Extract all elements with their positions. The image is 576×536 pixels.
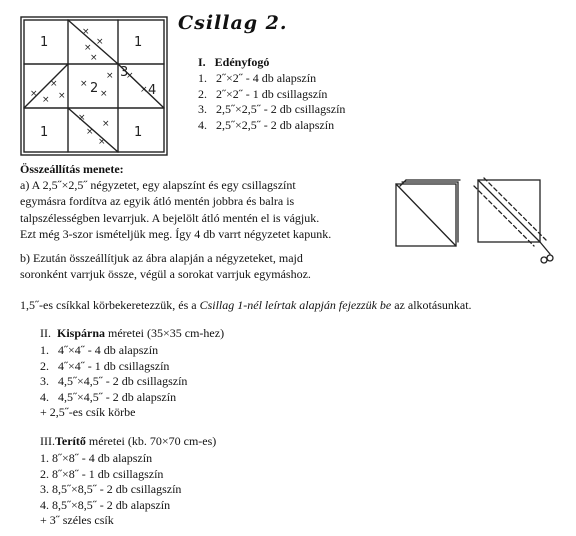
diagram-label-middle-center: 2 (90, 81, 99, 96)
svg-text:×: × (78, 113, 86, 123)
section3-heading-num: III. (40, 434, 55, 448)
item-text: 8˝×8˝ - 4 db alapszín (52, 451, 153, 465)
item-text: 4˝×4˝ - 4 db alapszín (58, 343, 159, 357)
svg-text:×: × (50, 79, 58, 89)
list-item (40, 482, 181, 498)
section1-heading-text: Edényfogó (214, 55, 270, 69)
section2-heading (40, 326, 224, 341)
svg-text:×: × (140, 85, 148, 95)
list-item (40, 343, 187, 359)
section1-heading-num: I. (198, 55, 206, 69)
item-text: 4˝×4˝ - 1 db csillagszín (58, 358, 170, 373)
diagram-label-bottom-left: 1 (40, 125, 49, 140)
svg-text:×: × (82, 27, 90, 37)
item-num: 2. (40, 358, 49, 373)
assembly-paragraph-a (20, 177, 331, 242)
border-instruction (20, 298, 472, 313)
svg-text:×: × (90, 53, 98, 63)
diagram-label-top-left: 1 (40, 35, 49, 50)
paragraph-line: Ezt még 3-szor ismételjük meg. Így 4 db varrt négyzetet kapunk. (20, 226, 332, 241)
section2-list (40, 343, 187, 421)
section1-heading (198, 55, 269, 70)
item-num: 3. (40, 482, 49, 496)
item-text: 2˝×2˝ - 4 db alapszín (216, 71, 317, 85)
page-title: Csillag 2. (178, 12, 288, 34)
diagram-label-middle-right-3: 3 (120, 65, 129, 80)
list-item-extra: + 2,5˝-es csík körbe (40, 405, 136, 419)
border-text-italic: Csillag 1-nél leírtak alapján fejezzük be (199, 298, 392, 312)
item-text: 2,5˝×2,5˝ - 2 db csillagszín (216, 102, 346, 116)
item-num: 1. (40, 451, 49, 465)
section2-heading-bold: Kispárna (57, 326, 106, 340)
list-item (198, 87, 345, 103)
paragraph-line: soronként varrjuk össze, végül a sorokat varrjuk egymáshoz. (20, 267, 311, 282)
svg-text:×: × (100, 89, 108, 99)
section3-heading-rest: méretei (kb. 70×70 cm-es) (85, 434, 217, 448)
svg-text:×: × (98, 137, 106, 147)
item-text: 2˝×2˝ - 1 db csillagszín (216, 86, 328, 101)
border-text-prefix: 1,5˝-es csíkkal körbekeretezzük, és a (20, 298, 200, 312)
section2-heading-rest: méretei (35×35 cm-hez) (105, 326, 225, 340)
item-num: 4. (40, 497, 49, 512)
list-item (40, 467, 181, 483)
section2-heading-num: II. (40, 326, 51, 340)
svg-text:×: × (96, 37, 104, 47)
item-text: 4,5˝×4,5˝ - 2 db alapszín (58, 389, 177, 404)
list-item (198, 118, 345, 134)
item-text: 8,5˝×8,5˝ - 2 db alapszín (52, 497, 171, 512)
section3-list (40, 451, 181, 529)
item-num: 1. (198, 71, 207, 85)
paragraph-line: a) A 2,5˝×2,5˝ négyzetet, egy alapszínt és egy csillagszínt (20, 178, 296, 192)
svg-text:×: × (106, 71, 114, 81)
list-item (198, 102, 345, 118)
item-text: 4,5˝×4,5˝ - 2 db csillagszín (58, 374, 188, 388)
list-item (198, 71, 345, 87)
list-item-extra: + 3˝ széles csík (40, 513, 114, 527)
block-diagram (20, 16, 168, 156)
diagram-label-middle-right-4: 4 (148, 83, 157, 98)
item-num: 1. (40, 343, 49, 357)
svg-text:×: × (84, 43, 92, 53)
paragraph-line: b) Ezután összeállítjuk az ábra alapján a négyzeteket, majd (20, 251, 303, 265)
item-text: 2,5˝×2,5˝ - 2 db alapszín (216, 117, 335, 132)
svg-text:×: × (80, 79, 88, 89)
svg-text:×: × (58, 91, 66, 101)
item-text: 8˝×8˝ - 1 db csillagszín (52, 466, 164, 481)
list-item (40, 498, 181, 514)
diagram-label-bottom-right: 1 (134, 125, 143, 140)
svg-text:×: × (30, 89, 38, 99)
item-text: 8,5˝×8,5˝ - 2 db csillagszín (52, 482, 182, 496)
paragraph-line: egymásra fordítva az egyik átló mentén jobbra és balra is (20, 194, 295, 209)
item-num: 4. (40, 389, 49, 404)
section3-heading-bold: Terítő (55, 434, 86, 448)
diagram-label-top-right: 1 (134, 35, 143, 50)
svg-text:×: × (86, 127, 94, 137)
list-item (40, 359, 187, 375)
assembly-heading: Összeállítás menete: (20, 162, 124, 176)
item-num: 2. (198, 86, 207, 101)
sewing-illustration (392, 176, 558, 262)
assembly-paragraph-b (20, 250, 311, 283)
list-item (40, 451, 181, 467)
item-num: 2. (40, 466, 49, 481)
svg-text:×: × (126, 71, 134, 81)
item-num: 3. (198, 102, 207, 116)
svg-text:×: × (42, 95, 50, 105)
section1-list (198, 71, 345, 133)
svg-text:×: × (102, 119, 110, 129)
item-num: 3. (40, 374, 49, 388)
border-text-suffix: az alkotásunkat. (391, 298, 472, 312)
paragraph-line: talpszélességben levarrjuk. A bejelölt átló mentén el is vágjuk. (20, 210, 320, 225)
list-item (40, 390, 187, 406)
item-num: 4. (198, 117, 207, 132)
section3-heading (40, 434, 216, 449)
list-item (40, 374, 187, 390)
